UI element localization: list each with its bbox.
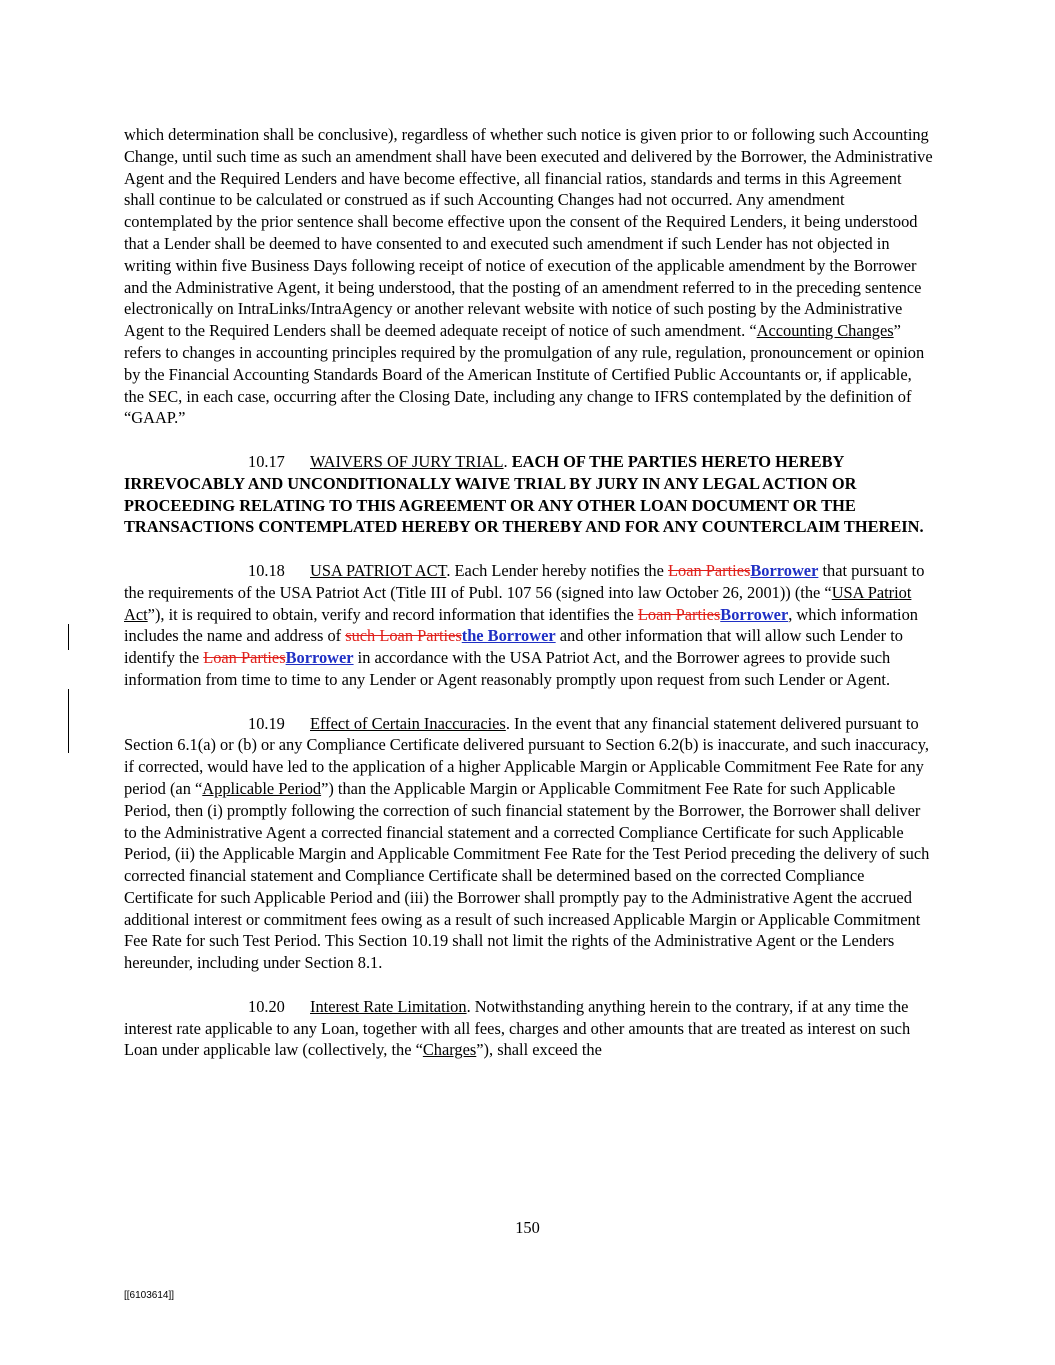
defined-term-applicable-period: Applicable Period: [202, 778, 322, 798]
section-10-17: [124, 451, 934, 538]
document-id: [[6103614]]: [124, 1290, 175, 1301]
document-page: [124, 124, 934, 1061]
deleted-text: Loan Parties: [637, 604, 721, 624]
section-text: In the event that any financial statement delivered pursuant to Section 6.1(a) or (b) or any Compliance Certificate delivered pursuant to Section 6.2(b) is inaccurate, and such inaccuracy, if corrected, would have led to the application of a higher Applicable Margin or Applicable Commitment Fee Rate for any period (an “: [124, 713, 929, 798]
heading-punctuation: .: [503, 451, 512, 471]
page-number: 150: [515, 1218, 540, 1237]
section-number: 10.17: [248, 451, 285, 471]
section-heading: Effect of Certain Inaccuracies: [310, 713, 506, 733]
change-bar-1: [68, 624, 69, 650]
section-heading: USA PATRIOT ACT: [310, 560, 447, 580]
section-text: ”), shall exceed the: [476, 1040, 602, 1060]
deleted-text: Loan Parties: [667, 560, 751, 580]
section-heading: Interest Rate Limitation: [310, 996, 467, 1016]
heading-punctuation: .: [446, 560, 455, 580]
defined-term-charges: Charges: [422, 1040, 477, 1060]
change-bar-2: [68, 689, 69, 753]
inserted-text: Borrower: [750, 560, 819, 580]
paragraph-accounting-changes: [124, 124, 934, 429]
section-number: 10.19: [248, 713, 285, 733]
heading-punctuation: .: [466, 996, 475, 1016]
defined-term-usa-patriot-act: USA Patriot Act: [124, 582, 912, 624]
section-text: and other information that will allow such Lender to identify the: [124, 626, 903, 668]
section-10-19: [124, 713, 934, 975]
heading-punctuation: .: [505, 713, 515, 733]
section-text: that pursuant to the requirements of the USA Patriot Act (Title III of Publ. 107 56 (signed into law October 26, 2001)) (the “: [124, 560, 925, 602]
deleted-text: such Loan Parties: [345, 626, 462, 646]
section-text: ”) than the Applicable Margin or Applicable Commitment Fee Rate for such Applicable Period, then (i) promptly following the correction of such financial statement by the Borrower, the Borrower shall deliver to the Administrative Agent a corrected financial statement and a corrected Compliance Certificate for such Applicable Period, (ii) the Applicable Margin and Applicable Commitment Fee Rate for the Test Period preceding the delivery of such corrected financial statement and Compliance Certificate shall be determined based on the corrected Compliance Certificate for such Applicable Period and (iii) the Borrower shall promptly pay to the Administrative Agent the accrued additional interest or commitment fees owing as a result of such increased Applicable Margin or Applicable Commitment Fee Rate for such Test Period. This Section 10.19 shall not limit the rights of the Administrative Agent or the Lenders hereunder, including under Section 8.1.: [124, 778, 930, 973]
inserted-text: Borrower: [720, 604, 789, 624]
section-10-20: [124, 996, 934, 1061]
section-text: Notwithstanding anything herein to the contrary, if at any time the interest rate applicable to any Loan, together with all fees, charges and other amounts that are treated as interest on such Loan under applicable law (collectively, the “: [124, 996, 911, 1060]
section-text: Each Lender hereby notifies the: [454, 560, 668, 580]
section-body: EACH OF THE PARTIES HERETO HEREBY IRREVOCABLY AND UNCONDITIONALLY WAIVE TRIAL BY JURY IN ANY LEGAL ACTION OR PROCEEDING RELATING TO THIS AGREEMENT OR ANY OTHER LOAN DOCUMENT OR THE TRANSACTIONS CONTEMPLATED HEREBY OR THEREBY AND FOR ANY COUNTERCLAIM THEREIN.: [124, 451, 924, 537]
inserted-text: the Borrower: [461, 626, 556, 646]
section-heading: WAIVERS OF JURY TRIAL: [310, 451, 504, 471]
defined-term-accounting-changes: Accounting Changes: [756, 321, 894, 341]
deleted-text: Loan Parties: [203, 648, 286, 668]
paragraph-text: which determination shall be conclusive), regardless of whether such notice is given prior to or following such Accounting Change, until such time as such an amendment shall have been executed and delivered by the Borrower, the Administrative Agent and the Required Lenders and have become effective, all financial ratios, standards and terms in this Agreement shall continue to be calculated or construed as if such Accounting Changes had not occurred. Any amendment contemplated by the prior sentence shall become effective upon the consent of the Required Lenders, it being understood that a Lender shall be deemed to have consented to and executed such amendment if such Lender has not objected in writing within five Business Days following receipt of notice of execution of the applicable amendment by the Borrower and the Administrative Agent, it being understood, that the posting of an amendment referred to in the preceding sentence electronically on IntraLinks/IntraAgency or another relevant website with notice of such posting by the Administrative Agent to the Required Lenders shall be deemed adequate receipt of notice of such amendment. “: [124, 125, 933, 341]
section-10-18: [124, 560, 934, 691]
paragraph-text: ” refers to changes in accounting principles required by the promulgation of any rule, regulation, pronouncement or opinion by the Financial Accounting Standards Board of the American Institute of Certified Public Accountants or, if applicable, the SEC, in each case, occurring after the Closing Date, including any change to IFRS contemplated by the definition of “GAAP.”: [124, 321, 925, 428]
section-number: 10.18: [248, 560, 285, 580]
section-text: in accordance with the USA Patriot Act, and the Borrower agrees to provide such information from time to time to any Lender or Agent reasonably promptly upon request from such Lender or Agent.: [124, 648, 891, 689]
section-text: ”), it is required to obtain, verify and record information that identifies the: [147, 604, 638, 624]
section-text: , which information includes the name and address of: [124, 604, 918, 646]
section-number: 10.20: [248, 996, 285, 1016]
inserted-text: Borrower: [285, 648, 354, 668]
